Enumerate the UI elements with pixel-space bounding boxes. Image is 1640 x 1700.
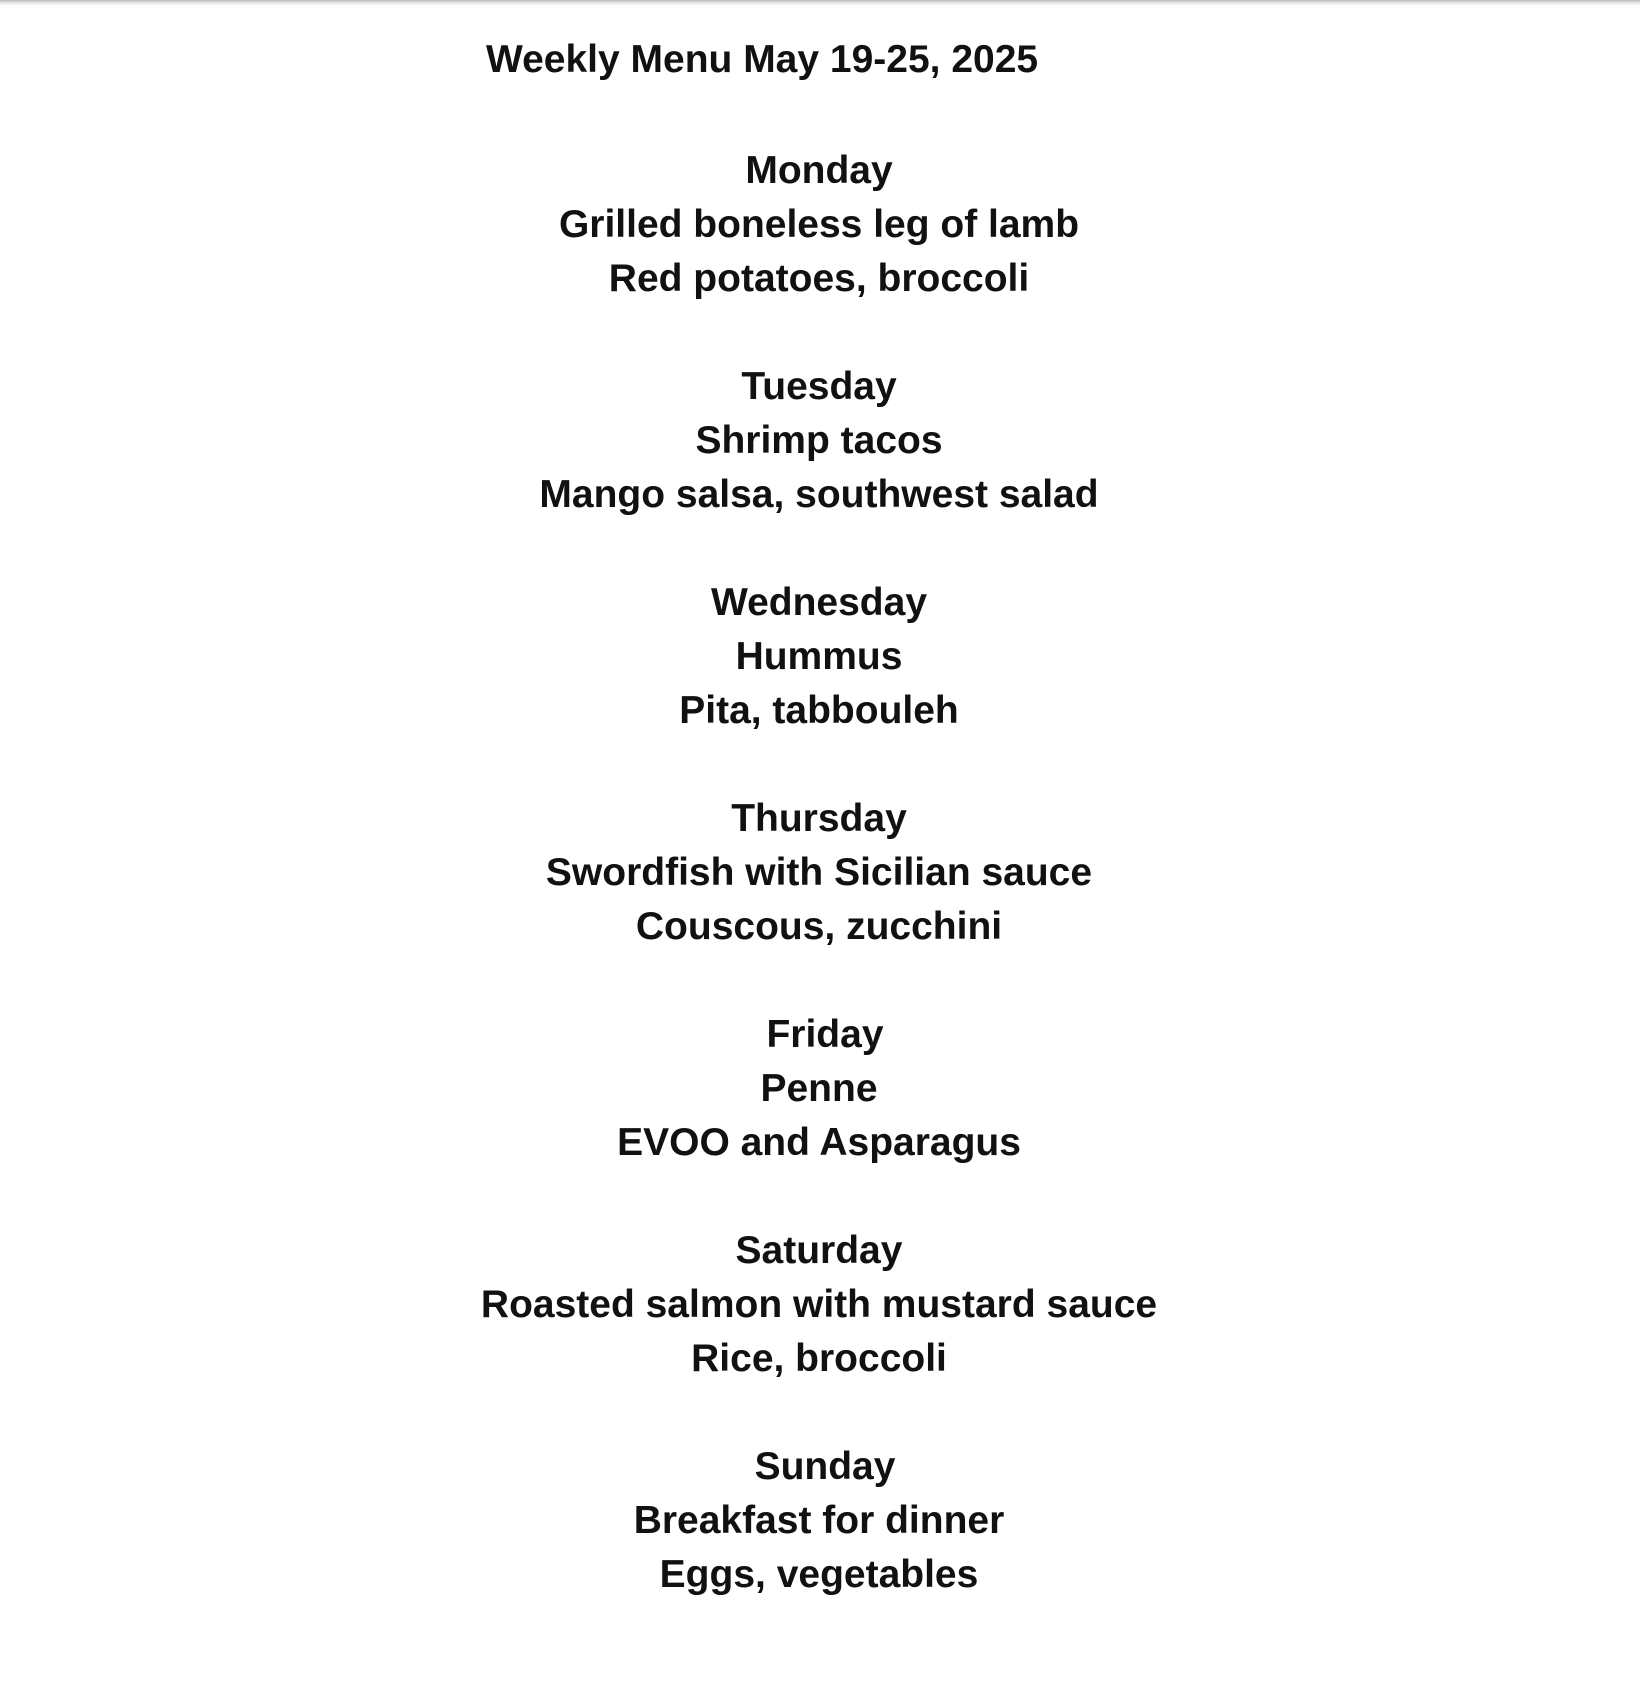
day-section-monday xyxy=(0,144,1640,360)
main-dish xyxy=(0,630,1640,684)
day-name-text: Tuesday xyxy=(741,365,897,408)
day-name xyxy=(0,144,1640,198)
day-name-text: Thursday xyxy=(731,797,907,840)
day-section-wednesday xyxy=(0,576,1640,792)
main-dish xyxy=(0,1278,1640,1332)
side-dishes-text: Eggs, vegetables xyxy=(659,1553,979,1596)
day-name xyxy=(0,1008,1640,1062)
main-dish xyxy=(0,846,1640,900)
side-dishes xyxy=(0,1116,1640,1170)
side-dishes-text: Rice, broccoli xyxy=(691,1337,947,1380)
main-dish-text: Penne xyxy=(760,1067,878,1110)
main-dish-text: Hummus xyxy=(735,635,903,678)
side-dishes xyxy=(0,900,1640,954)
day-name xyxy=(0,1224,1640,1278)
day-name-text: Sunday xyxy=(754,1445,896,1488)
side-dishes xyxy=(0,468,1640,522)
main-dish xyxy=(0,414,1640,468)
main-dish-text: Breakfast for dinner xyxy=(633,1499,1005,1542)
day-name xyxy=(0,360,1640,414)
day-section-thursday xyxy=(0,792,1640,1008)
side-dishes xyxy=(0,1332,1640,1386)
day-name-text: Saturday xyxy=(735,1229,903,1272)
side-dishes-text: Mango salsa, southwest salad xyxy=(539,473,1099,516)
day-name-text: Friday xyxy=(766,1013,884,1056)
weekly-menu xyxy=(0,144,1640,1656)
main-dish-text: Grilled boneless leg of lamb xyxy=(558,203,1080,246)
menu-title: Weekly Menu May 19-25, 2025 xyxy=(486,38,1039,81)
side-dishes xyxy=(0,1548,1640,1602)
day-name-text: Wednesday xyxy=(710,581,928,624)
side-dishes-text: Couscous, zucchini xyxy=(635,905,1003,948)
main-dish xyxy=(0,198,1640,252)
side-dishes xyxy=(0,684,1640,738)
day-name xyxy=(0,792,1640,846)
main-dish-text: Shrimp tacos xyxy=(695,419,943,462)
day-section-friday xyxy=(0,1008,1640,1224)
side-dishes-text: EVOO and Asparagus xyxy=(617,1121,1021,1164)
page-top-edge xyxy=(0,0,1640,6)
main-dish-text: Swordfish with Sicilian sauce xyxy=(545,851,1093,894)
day-name-text: Monday xyxy=(745,149,893,192)
main-dish xyxy=(0,1494,1640,1548)
main-dish xyxy=(0,1062,1640,1116)
side-dishes-text: Pita, tabbouleh xyxy=(679,689,959,732)
day-name xyxy=(0,1440,1640,1494)
day-section-sunday xyxy=(0,1440,1640,1656)
side-dishes xyxy=(0,252,1640,306)
day-name xyxy=(0,576,1640,630)
day-section-tuesday xyxy=(0,360,1640,576)
day-section-saturday xyxy=(0,1224,1640,1440)
main-dish-text: Roasted salmon with mustard sauce xyxy=(480,1283,1158,1326)
side-dishes-text: Red potatoes, broccoli xyxy=(608,257,1030,300)
